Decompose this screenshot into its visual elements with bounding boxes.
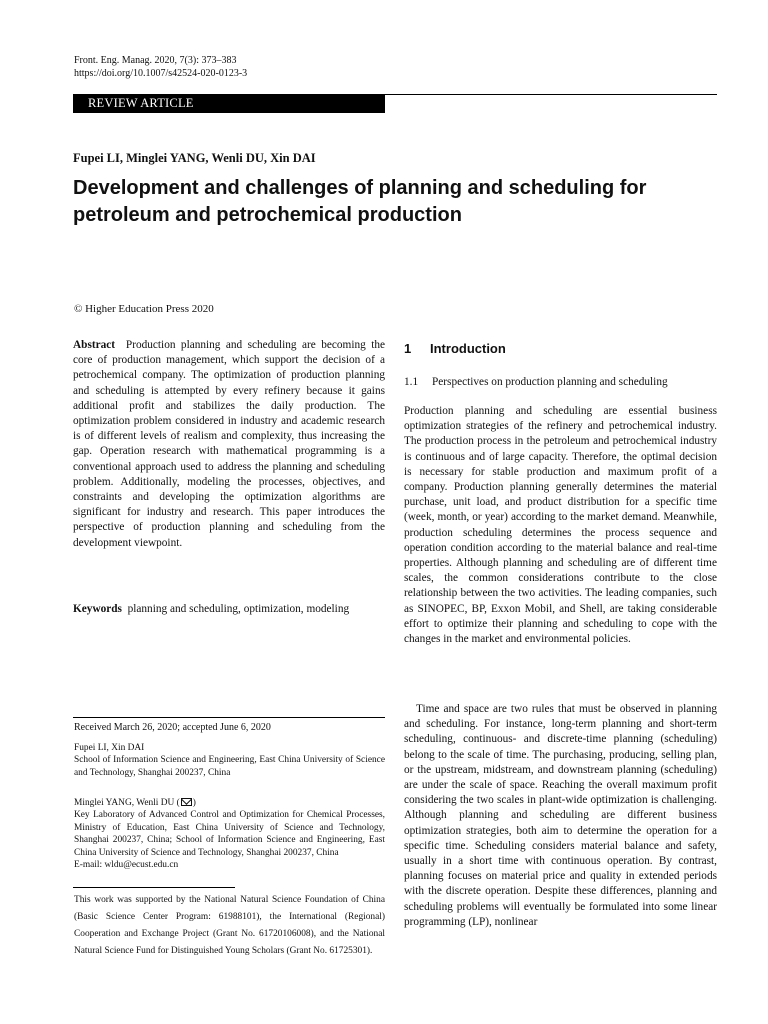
journal-citation: Front. Eng. Manag. 2020, 7(3): 373–383 — [74, 55, 237, 66]
mail-icon — [181, 798, 192, 806]
header-rule — [385, 94, 717, 95]
intro-paragraph-2: Time and space are two rules that must be observed in planning and scheduling. For instance, long-term planning and short-term scheduling, continuous- and discrete-time planning (scheduling) belong to the scale of time. The purchasing, producing, selling plan, or the upstream, midstream, and downstream planning (scheduling) are under the scale of space. Reaching the overall maximum profit considering the two scales in plant-wide optimization is challenging. Although planning and scheduling are different business optimization strategies, both aim to determine the operation for a specific time. Scheduling considers material balance and safety, usually in a short time with continuous operation. By contrast, planning focuses on material price and quality in extended periods with the discrete operation. Despite these differences, planning and scheduling problems will eventually be formulated into some linear programming (LP), nonlinear — [404, 703, 717, 928]
affiliation-1 — [74, 742, 385, 779]
subsection-heading — [404, 375, 668, 390]
keywords-label: Keywords — [73, 603, 122, 615]
article-title: Development and challenges of planning and scheduling for petroleum and petrochemical production — [73, 177, 647, 226]
funding-rule — [73, 887, 235, 888]
intro-paragraph-1: Production planning and scheduling are essential business optimization strategies of the refinery and petrochemical industry. The production process in the petroleum and petrochemical industry is continuous and of large capacity. Therefore, the optimal decision is necessary for stable production and maximum profit of a company. Production planning generally determines the material purchase, unit load, and product distribution for a specific time (week, month, or year) according to the market demand. Meanwhile, production scheduling determines the process sequence and operation condition according to the material balance and real-time properties. Although planning and scheduling are of different time scales, the common considerations contribute to the close relationship between the two activities. The leading companies, such as SINOPEC, BP, Exxon Mobil, and Shell, are taking considerable effort to optimize their planning and scheduling to cope with the changes in the market and environmental policies. — [404, 405, 717, 646]
affiliation-1-names: Fupei LI, Xin DAI — [74, 743, 145, 753]
section-title: Introduction — [430, 341, 506, 356]
received-dates: Received March 26, 2020; accepted June 6, 2020 — [74, 722, 271, 733]
funding-note: This work was supported by the National Natural Science Foundation of China (Basic Science Center Program: 61988101), the International (Regional) Cooperation and Exchange Project (Grant No. 61720106008), and the National Natural Science Fund for Distinguished Young Scholars (Grant No. 61725301). — [74, 895, 385, 956]
abstract-label: Abstract — [73, 339, 116, 351]
affiliation-2-text: Key Laboratory of Advanced Control and Optimization for Chemical Processes, Ministry of Education, East China University of Science and Technology, Shanghai 200237, China; School of Information Science and Engineering, East China University of Science and Technology, Shanghai 200237, China — [74, 810, 385, 858]
keywords-text: planning and scheduling, optimization, modeling — [127, 603, 350, 615]
doi-link[interactable]: https://doi.org/10.1007/s42524-020-0123-3 — [74, 68, 248, 79]
copyright-line: © Higher Education Press 2020 — [74, 303, 214, 315]
abstract-text: Production planning and scheduling are becoming the core of production management, which support the decision of a petrochemical company. The optimization of production planning and scheduling is attempted by every refinery because it gains additional profit and stabilizes the daily production. The optimization problem considered in industry and academic research is of different levels of realism and complexity, thus increasing the gap. Operation research with mathematical programming is a conventional approach used to address the planning and scheduling problem. Additionally, modeling the processes, objectives, and constraints and developing the optimization algorithms are significant for industry and research. This paper introduces the perspective of production planning and scheduling from the development viewpoint. — [73, 339, 385, 549]
footnote-rule — [73, 717, 385, 718]
journal-header — [74, 54, 247, 80]
affiliation-2 — [74, 797, 385, 871]
corresponding-email[interactable]: E-mail: wldu@ecust.edu.cn — [74, 860, 179, 871]
subsection-number: 1.1 — [404, 376, 419, 388]
keywords — [73, 602, 385, 617]
affiliation-1-text: School of Information Science and Engineering, East China University of Science and Technology, Shanghai 200237, China — [74, 755, 385, 778]
subsection-title: Perspectives on production planning and scheduling — [432, 376, 668, 388]
section-heading — [404, 340, 506, 358]
abstract — [73, 338, 385, 551]
affiliation-2-names: Minglei YANG, Wenli DU ( ) — [74, 798, 196, 808]
section-number: 1 — [404, 341, 412, 356]
author-list: Fupei LI, Minglei YANG, Wenli DU, Xin DAI — [73, 151, 316, 165]
article-type-label: REVIEW ARTICLE — [88, 96, 194, 110]
